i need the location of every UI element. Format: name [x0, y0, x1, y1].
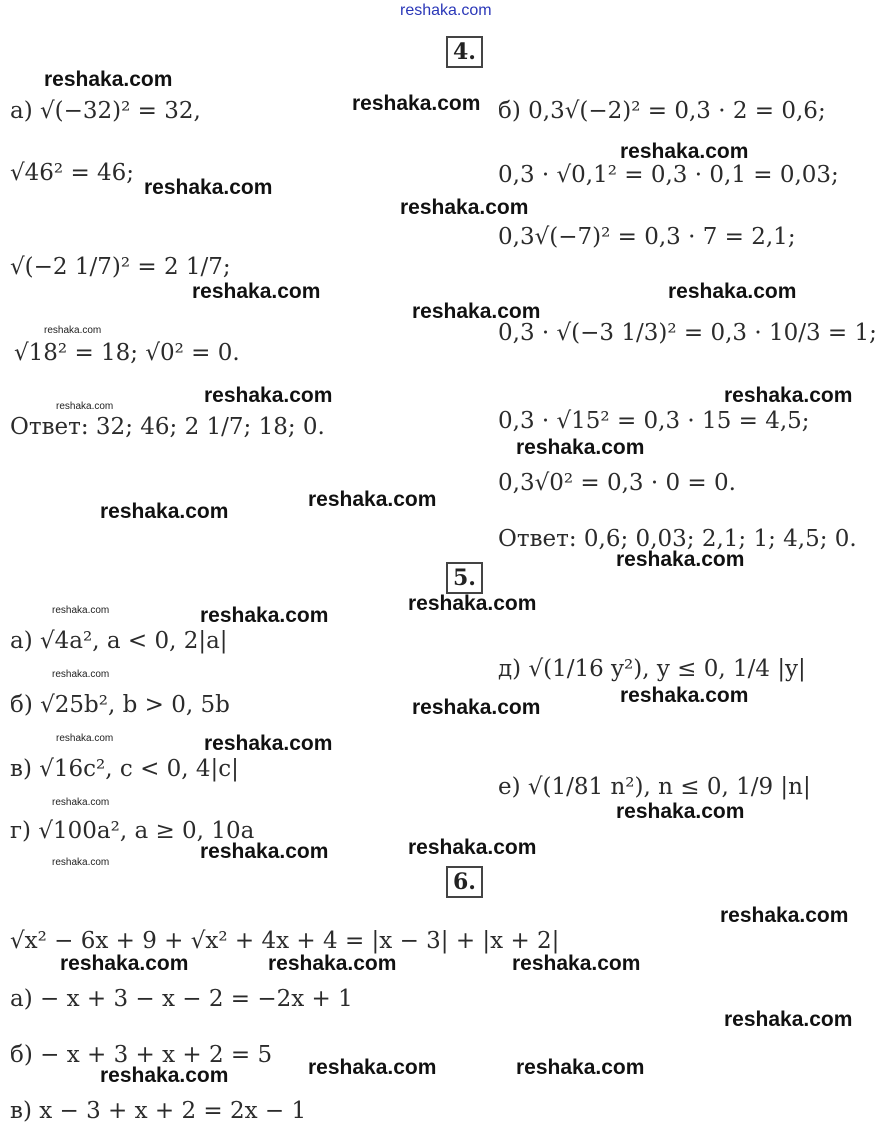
watermark: reshaka.com — [516, 436, 645, 459]
watermark: reshaka.com — [100, 500, 229, 523]
task5-item-g: г) √100a², a ≥ 0, 10a — [10, 818, 255, 844]
watermark-small: reshaka.com — [56, 401, 114, 412]
task4-right-line-2: 0,3 · √0,1² = 0,3 · 0,1 = 0,03; — [498, 162, 839, 188]
watermark: reshaka.com — [352, 92, 481, 115]
task5-item-e: е) √(1/81 n²), n ≤ 0, 1/9 |n| — [498, 774, 811, 800]
task4-right-line-1: б) 0,3√(−2)² = 0,3 · 2 = 0,6; — [498, 98, 826, 124]
watermark: reshaka.com — [308, 1056, 437, 1079]
watermark: reshaka.com — [412, 300, 541, 323]
task4-right-line-5: 0,3 · √15² = 0,3 · 15 = 4,5; — [498, 408, 810, 434]
watermark: reshaka.com — [100, 1064, 229, 1087]
task4-left-line-4: √18² = 18; √0² = 0. — [14, 340, 240, 366]
task5-item-v: в) √16c², c < 0, 4|c| — [10, 756, 239, 782]
task-number-4: 4. — [446, 36, 483, 68]
watermark: reshaka.com — [268, 952, 397, 975]
task-number-5: 5. — [446, 562, 483, 594]
task4-left-line-2: √46² = 46; — [10, 160, 135, 186]
watermark-small: reshaka.com — [56, 733, 114, 744]
task4-answer-right: Ответ: 0,6; 0,03; 2,1; 1; 4,5; 0. — [498, 526, 857, 552]
watermark: reshaka.com — [192, 280, 321, 303]
task4-right-line-4: 0,3 · √(−3 1/3)² = 0,3 · 10/3 = 1; — [498, 320, 877, 346]
watermark: reshaka.com — [412, 696, 541, 719]
watermark-small: reshaka.com — [52, 797, 110, 808]
watermark-small: reshaka.com — [44, 325, 102, 336]
watermark: reshaka.com — [308, 488, 437, 511]
task6-case-v: в) x − 3 + x + 2 = 2x − 1 — [10, 1098, 307, 1124]
watermark: reshaka.com — [408, 592, 537, 615]
watermark: reshaka.com — [200, 840, 329, 863]
task4-left-line-1: а) √(−32)² = 32, — [10, 98, 201, 124]
task-number-6: 6. — [446, 866, 483, 898]
task4-right-line-6: 0,3√0² = 0,3 · 0 = 0. — [498, 470, 736, 496]
watermark: reshaka.com — [516, 1056, 645, 1079]
watermark-small: reshaka.com — [52, 605, 110, 616]
watermark: reshaka.com — [620, 684, 749, 707]
watermark: reshaka.com — [616, 548, 745, 571]
watermark: reshaka.com — [44, 68, 173, 91]
watermark: reshaka.com — [400, 196, 529, 219]
watermark: reshaka.com — [620, 140, 749, 163]
watermark: reshaka.com — [720, 904, 849, 927]
watermark: reshaka.com — [204, 732, 333, 755]
task4-left-line-3: √(−2 1/7)² = 2 1/7; — [10, 254, 231, 280]
watermark: reshaka.com — [200, 604, 329, 627]
task5-item-d: д) √(1/16 y²), y ≤ 0, 1/4 |y| — [498, 656, 806, 682]
watermark-small: reshaka.com — [52, 857, 110, 868]
watermark: reshaka.com — [724, 1008, 853, 1031]
watermark: reshaka.com — [724, 384, 853, 407]
task6-case-a: а) − x + 3 − x − 2 = −2x + 1 — [10, 986, 353, 1012]
watermark: reshaka.com — [144, 176, 273, 199]
watermark: reshaka.com — [668, 280, 797, 303]
task6-equation: √x² − 6x + 9 + √x² + 4x + 4 = |x − 3| + |x + 2| — [10, 928, 560, 954]
watermark: reshaka.com — [512, 952, 641, 975]
watermark: reshaka.com — [616, 800, 745, 823]
watermark: reshaka.com — [204, 384, 333, 407]
task6-case-b-text: б) − x + 3 + x + 2 = 5 — [10, 1042, 273, 1068]
task5-item-b: б) √25b², b > 0, 5b — [10, 692, 230, 718]
watermark: reshaka.com — [408, 836, 537, 859]
task4-right-line-3: 0,3√(−7)² = 0,3 · 7 = 2,1; — [498, 224, 796, 250]
site-link[interactable]: reshaka.com — [400, 2, 492, 19]
task5-item-a: а) √4a², a < 0, 2|a| — [10, 628, 228, 654]
task4-answer-left: Ответ: 32; 46; 2 1/7; 18; 0. — [10, 414, 325, 440]
watermark-small: reshaka.com — [52, 669, 110, 680]
watermark: reshaka.com — [60, 952, 189, 975]
